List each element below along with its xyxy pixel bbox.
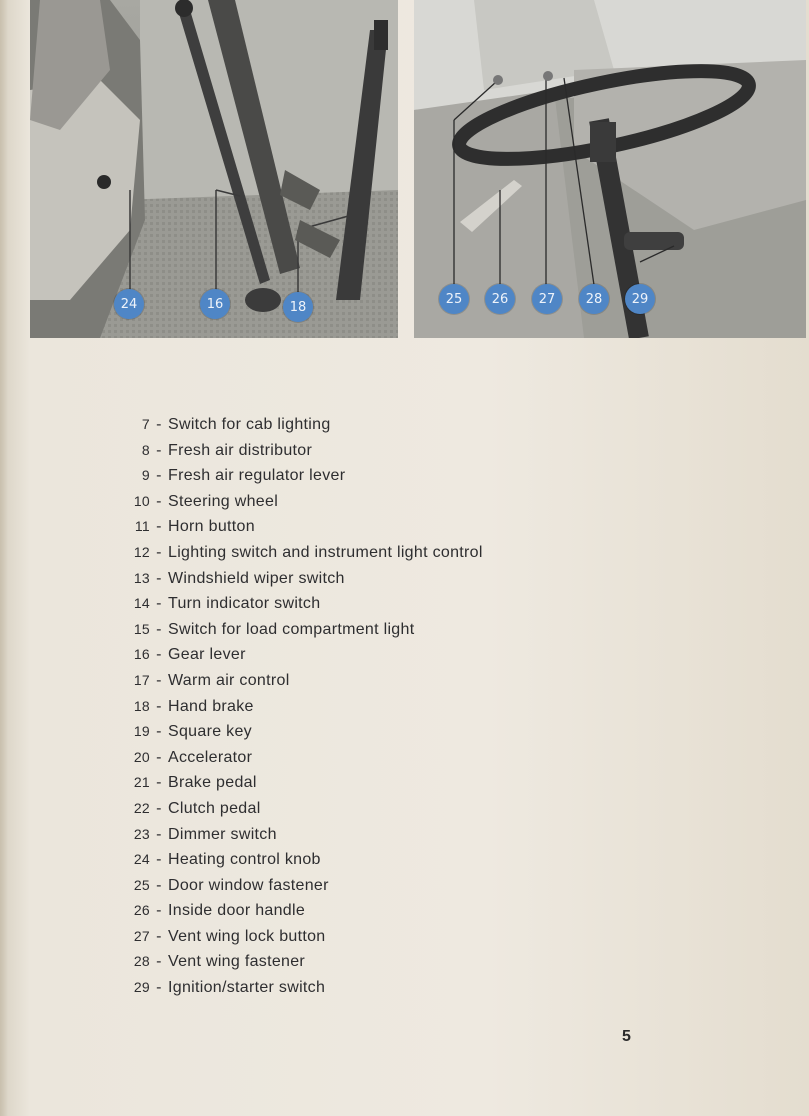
legend-label: Vent wing lock button <box>168 927 326 945</box>
component-legend <box>110 412 483 1001</box>
photo-steering-wheel-door <box>414 0 806 338</box>
legend-item: 12 - Lighting switch and instrument light control <box>110 540 483 566</box>
legend-number: 16 <box>133 646 150 663</box>
photo-cab-floor-levers <box>30 0 398 338</box>
legend-label: Gear lever <box>168 646 246 664</box>
callout-18: 18 <box>283 292 313 322</box>
page-number: 5 <box>622 1028 631 1045</box>
legend-label: Square key <box>168 723 252 741</box>
legend-item: 15 - Switch for load compartment light <box>110 617 483 643</box>
legend-number: 18 <box>133 697 150 714</box>
legend-item: 23 - Dimmer switch <box>110 822 483 848</box>
legend-item: 9 - Fresh air regulator lever <box>110 463 483 489</box>
legend-number: 13 <box>133 569 150 586</box>
legend-item: 19 - Square key <box>110 719 483 745</box>
legend-number: 19 <box>133 723 150 740</box>
legend-number: 7 <box>141 416 150 432</box>
callout-25: 25 <box>439 284 469 314</box>
legend-item: 28 - Vent wing fastener <box>110 949 483 975</box>
legend-number: 22 <box>133 799 150 816</box>
legend-item: 29 - Ignition/starter switch <box>110 975 483 1001</box>
legend-label: Inside door handle <box>168 902 306 920</box>
legend-item: 14 - Turn indicator switch <box>110 591 483 617</box>
legend-label: Steering wheel <box>168 492 279 510</box>
callout-27: 27 <box>532 284 562 314</box>
legend-number: 12 <box>133 543 150 560</box>
legend-item: 17 - Warm air control <box>110 668 483 694</box>
legend-item: 25 - Door window fastener <box>110 873 483 899</box>
callout-26: 26 <box>485 284 515 314</box>
legend-number: 17 <box>133 671 150 688</box>
photo-cab-floor-illustration <box>30 0 398 338</box>
legend-item: 10 - Steering wheel <box>110 489 483 515</box>
page-binding-shadow <box>0 0 8 1116</box>
legend-label: Door window fastener <box>168 876 329 894</box>
legend-item: 24 - Heating control knob <box>110 847 483 873</box>
callout-29: 29 <box>625 284 655 314</box>
legend-item: 26 - Inside door handle <box>110 898 483 924</box>
photo-steering-wheel-illustration <box>414 0 806 338</box>
legend-label: Warm air control <box>168 671 290 689</box>
legend-number: 23 <box>133 825 150 842</box>
legend-label: Vent wing fastener <box>168 953 306 971</box>
legend-item: 27 - Vent wing lock button <box>110 924 483 950</box>
legend-number: 27 <box>133 927 150 944</box>
legend-label: Hand brake <box>168 697 254 715</box>
legend-number: 9 <box>141 467 150 484</box>
legend-label: Switch for load compartment light <box>168 620 415 638</box>
legend-number: 15 <box>133 620 150 637</box>
legend-item: 7 - Switch for cab lighting <box>110 412 483 438</box>
legend-label: Accelerator <box>168 748 253 766</box>
legend-item: 13 - Windshield wiper switch <box>110 566 483 592</box>
legend-label: Switch for cab lighting <box>168 416 331 433</box>
legend-label: Dimmer switch <box>168 825 277 843</box>
legend-label: Horn button <box>168 518 255 536</box>
callout-16: 16 <box>200 289 230 319</box>
legend-item: 18 - Hand brake <box>110 694 483 720</box>
legend-label: Lighting switch and instrument light control <box>168 543 483 561</box>
callout-24: 24 <box>114 289 144 319</box>
legend-number: 20 <box>133 748 150 765</box>
legend-label: Clutch pedal <box>168 799 261 817</box>
legend-item: 16 - Gear lever <box>110 642 483 668</box>
legend-number: 8 <box>141 441 150 458</box>
legend-label: Windshield wiper switch <box>168 569 345 587</box>
legend-number: 14 <box>133 595 150 612</box>
legend-number: 29 <box>133 979 150 996</box>
legend-number: 21 <box>133 774 150 791</box>
legend-label: Heating control knob <box>168 851 321 869</box>
legend-label: Brake pedal <box>168 774 257 792</box>
legend-number: 28 <box>133 953 150 970</box>
legend-item: 22 - Clutch pedal <box>110 796 483 822</box>
legend-label: Turn indicator switch <box>168 595 321 613</box>
callout-28: 28 <box>579 284 609 314</box>
legend-label: Fresh air distributor <box>168 441 313 459</box>
legend-number: 11 <box>134 518 150 535</box>
legend-item: 21 - Brake pedal <box>110 770 483 796</box>
legend-number: 26 <box>133 902 150 919</box>
legend-number: 25 <box>133 876 150 893</box>
legend-label: Fresh air regulator lever <box>168 467 346 485</box>
legend-item: 8 - Fresh air distributor <box>110 438 483 464</box>
legend-item: 20 - Accelerator <box>110 745 483 771</box>
legend-number: 10 <box>133 492 150 509</box>
legend-label: Ignition/starter switch <box>168 979 326 997</box>
legend-item: 11 - Horn button <box>110 514 483 540</box>
legend-number: 24 <box>133 851 150 868</box>
